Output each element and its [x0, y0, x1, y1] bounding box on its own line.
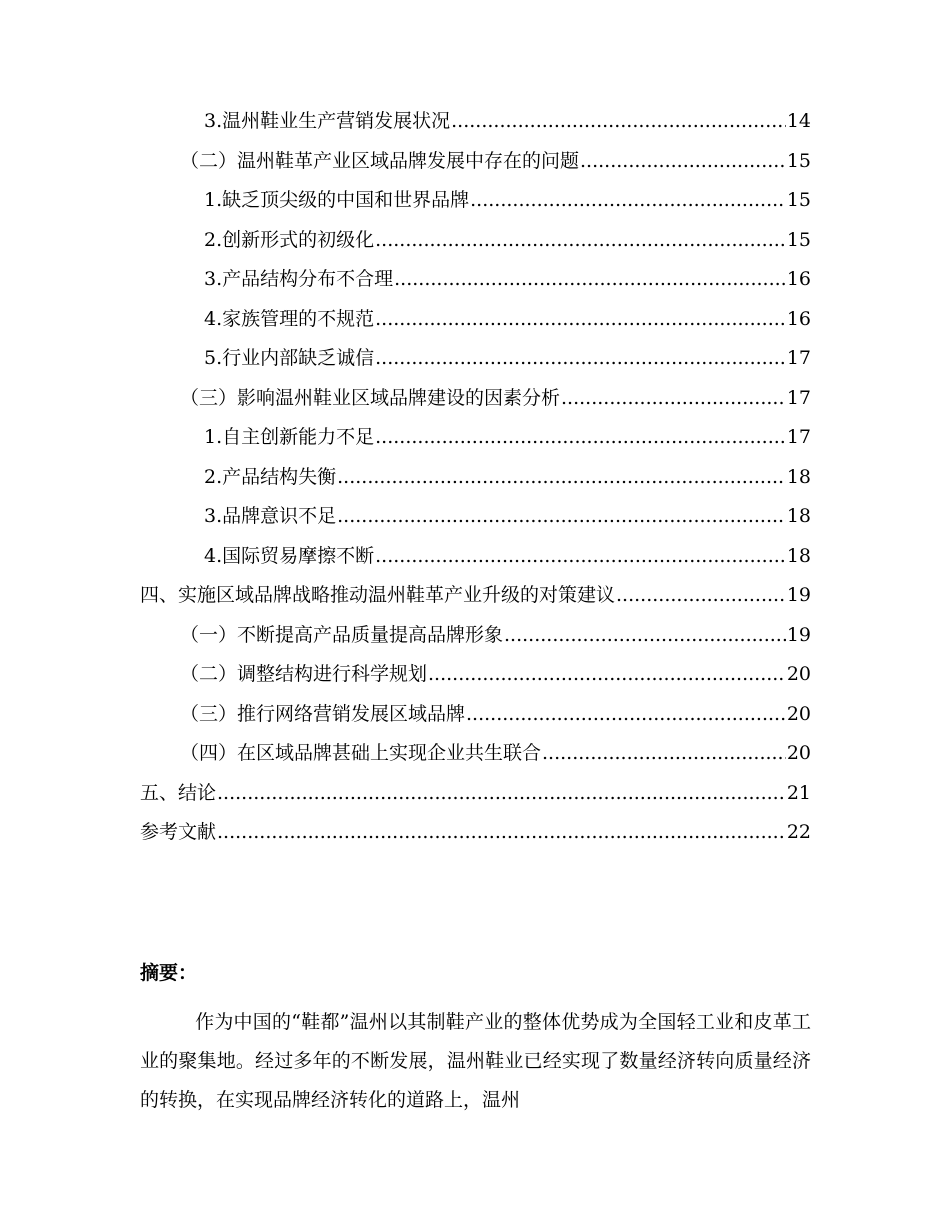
toc-entry-title: 4.国际贸易摩擦不断 [204, 544, 375, 567]
toc-entry[interactable] [140, 185, 811, 225]
table-of-contents [140, 106, 811, 857]
toc-entry[interactable] [140, 817, 811, 857]
toc-entry-title: 4.家族管理的不规范 [204, 307, 375, 330]
toc-leader-dots [375, 308, 786, 330]
toc-leader-dots [375, 545, 786, 567]
toc-entry-page-number: 20 [786, 742, 811, 764]
toc-leader-dots [470, 189, 786, 211]
toc-entry[interactable] [140, 225, 811, 265]
toc-entry-page-number: 20 [786, 702, 811, 725]
toc-leader-dots [542, 742, 786, 764]
toc-entry[interactable] [140, 462, 811, 502]
toc-entry[interactable] [140, 146, 811, 186]
toc-leader-dots [504, 624, 786, 646]
toc-entry-page-number: 19 [786, 623, 811, 646]
toc-entry-page-number: 16 [786, 307, 811, 330]
toc-entry[interactable] [140, 738, 811, 778]
toc-entry-page-number: 18 [786, 505, 811, 527]
toc-leader-dots [217, 782, 786, 804]
toc-entry[interactable] [140, 304, 811, 344]
toc-entry-title: 四、实施区域品牌战略推动温州鞋革产业升级的对策建议 [140, 584, 616, 606]
toc-entry[interactable] [140, 422, 811, 462]
toc-entry[interactable] [140, 778, 811, 818]
toc-entry-title: 2.产品结构失衡 [204, 465, 337, 488]
toc-leader-dots [394, 268, 786, 290]
toc-entry[interactable] [140, 264, 811, 304]
toc-leader-dots [337, 466, 786, 488]
toc-entry-page-number: 16 [786, 268, 811, 290]
toc-entry-title: （三）推行网络营销发展区域品牌 [180, 702, 466, 725]
toc-entry-title: （四）在区域品牌甚础上实现企业共生联合 [180, 742, 542, 764]
abstract-body: 作为中国的“鞋都”温州以其制鞋产业的整体优势成为全国轻工业和皮革工业的聚集地。经过多年的不断发展，温州鞋业已经实现了数量经济转向质量经济的转换，在实现品牌经济转化的道路上，温州 [140, 1011, 811, 1111]
toc-leader-dots [375, 229, 786, 251]
toc-leader-dots [451, 110, 786, 132]
toc-leader-dots [217, 821, 786, 843]
toc-entry-page-number: 17 [786, 347, 811, 369]
toc-entry-page-number: 17 [786, 426, 811, 448]
toc-entry-page-number: 21 [786, 781, 811, 804]
toc-entry-page-number: 20 [786, 663, 811, 685]
toc-entry-page-number: 18 [786, 544, 811, 567]
abstract-heading: 摘要： [140, 962, 198, 984]
toc-entry-title: （二）调整结构进行科学规划 [180, 663, 428, 685]
toc-entry-title: （二）温州鞋革产业区域品牌发展中存在的问题 [180, 149, 580, 172]
toc-entry-title: 参考文献 [140, 821, 217, 843]
toc-leader-dots [375, 347, 786, 369]
toc-entry-page-number: 17 [786, 386, 811, 409]
toc-entry[interactable] [140, 343, 811, 383]
toc-entry[interactable] [140, 659, 811, 699]
toc-entry-title: 2.创新形式的初级化 [204, 228, 375, 251]
toc-leader-dots [580, 150, 786, 172]
toc-entry-page-number: 15 [786, 189, 811, 211]
toc-entry-title: （一）不断提高产品质量提高品牌形象 [180, 623, 504, 646]
toc-entry[interactable] [140, 620, 811, 660]
toc-leader-dots [375, 426, 786, 448]
toc-entry-page-number: 15 [786, 228, 811, 251]
toc-entry-page-number: 18 [786, 465, 811, 488]
toc-entry-page-number: 15 [786, 149, 811, 172]
toc-entry-title: 1.缺乏顶尖级的中国和世界品牌 [204, 189, 470, 211]
toc-entry-page-number: 19 [786, 584, 811, 606]
toc-entry[interactable] [140, 106, 811, 146]
toc-entry-title: 3.产品结构分布不合理 [204, 268, 394, 290]
toc-entry-title: 五、结论 [140, 781, 217, 804]
toc-entry-page-number: 14 [786, 110, 811, 132]
toc-entry-title: 5.行业内部缺乏诚信 [204, 347, 375, 369]
toc-entry[interactable] [140, 501, 811, 541]
toc-leader-dots [466, 703, 786, 725]
abstract-section [140, 958, 811, 1120]
toc-entry-title: （三）影响温州鞋业区域品牌建设的因素分析 [180, 386, 561, 409]
toc-entry-title: 3.温州鞋业生产营销发展状况 [204, 110, 451, 132]
toc-entry[interactable] [140, 541, 811, 581]
toc-leader-dots [561, 387, 786, 409]
toc-entry[interactable] [140, 580, 811, 620]
toc-leader-dots [428, 663, 786, 685]
toc-entry[interactable] [140, 699, 811, 739]
toc-leader-dots [337, 505, 786, 527]
toc-leader-dots [616, 584, 786, 606]
toc-entry[interactable] [140, 383, 811, 423]
toc-entry-title: 3.品牌意识不足 [204, 505, 337, 527]
toc-entry-page-number: 22 [786, 821, 811, 843]
toc-entry-title: 1.自主创新能力不足 [204, 426, 375, 448]
